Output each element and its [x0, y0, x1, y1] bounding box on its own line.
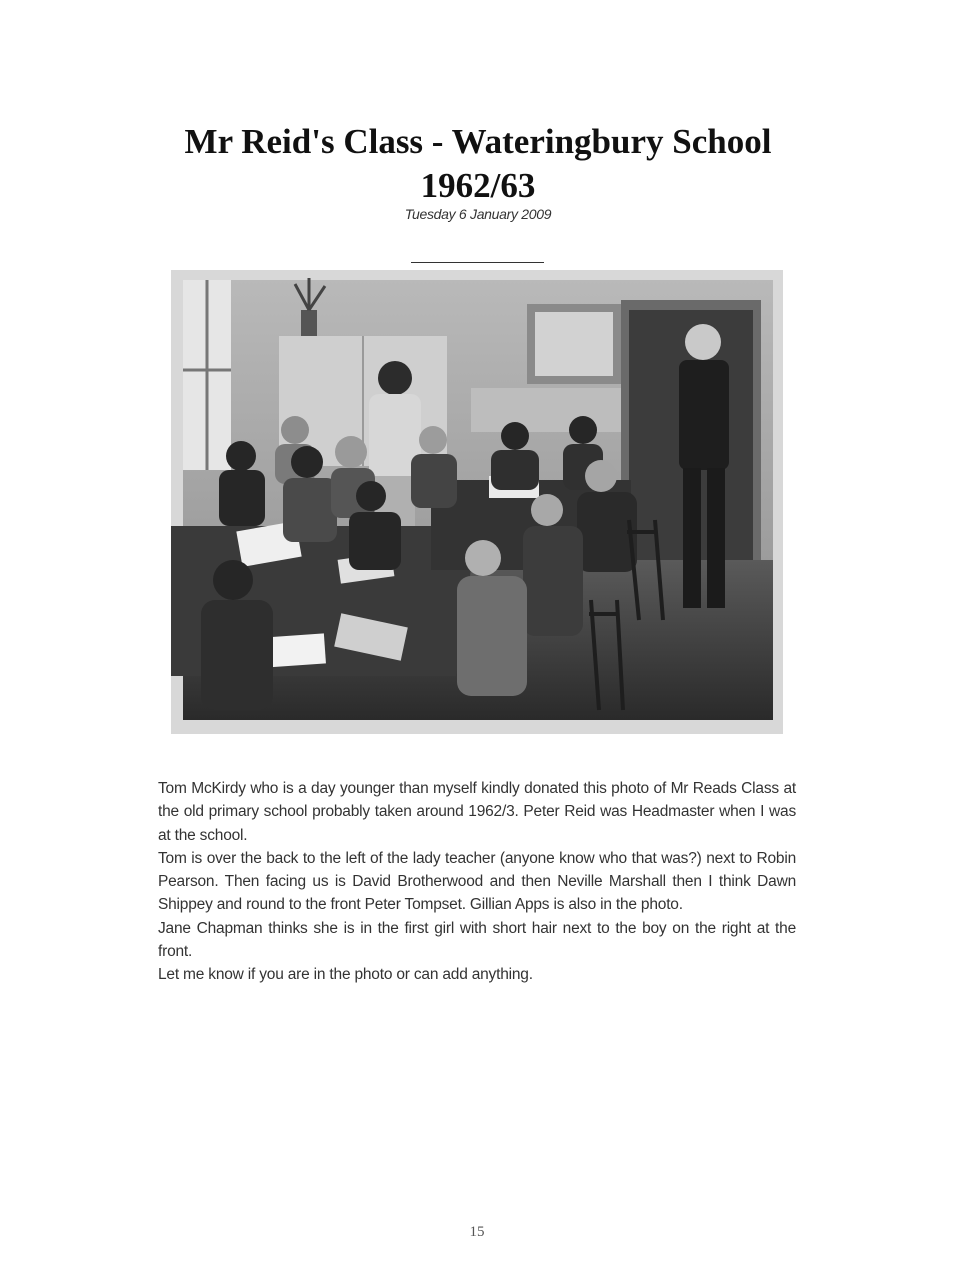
- body-paragraph: Let me know if you are in the photo or can add anything.: [158, 966, 533, 984]
- article-body: [158, 777, 796, 987]
- article-title: Mr Reid's Class - Wateringbury School 1962/63: [184, 122, 772, 205]
- body-paragraph: Tom is over the back to the left of the lady teacher (anyone know who that was?) next to Robin Pearson. Then facing us is David Brotherwood and then Neville Marshall then I think Dawn Shippey and round to the front Peter Tompset. Gillian Apps is also in the photo.: [158, 849, 796, 914]
- article-date: Tuesday 6 January 2009: [404, 206, 552, 222]
- body-paragraph: Jane Chapman thinks she is in the first girl with short hair next to the boy on the right at the front.: [158, 919, 796, 961]
- class-photo: [171, 270, 783, 734]
- page-number: 15: [469, 1224, 485, 1240]
- class-photo-image: [171, 270, 783, 734]
- title-divider: [411, 262, 544, 263]
- body-paragraph: Tom McKirdy who is a day younger than myself kindly donated this photo of Mr Reads Class at the old primary school probably taken around 1962/3. Peter Reid was Headmaster when I was at the school.: [158, 780, 796, 844]
